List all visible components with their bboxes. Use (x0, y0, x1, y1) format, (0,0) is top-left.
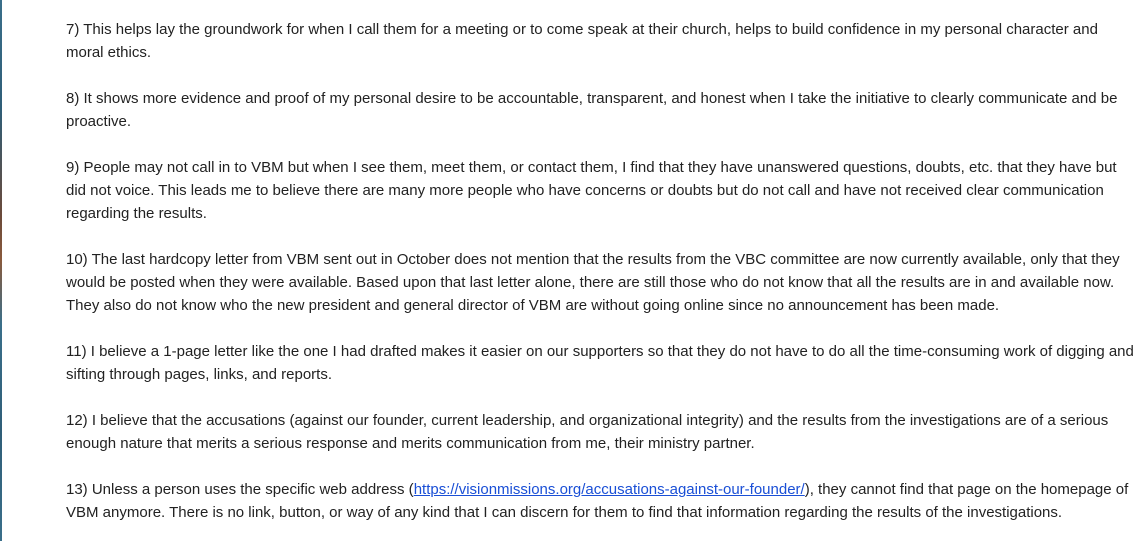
paragraph-10: 10) The last hardcopy letter from VBM sent out in October does not mention that the results from the VBC committee are now currently available, only that they would be posted when they were available. Based upon that last letter alone, there are still those who do not know that all the results are in and available now. They also do not know who the new president and general director of VBM are without going online since no announcement has been made. (66, 251, 1120, 314)
paragraph-9: 9) People may not call in to VBM but when I see them, meet them, or contact them, I find that they have unanswered questions, doubts, etc. that they have but did not voice. This leads me to believe there are many more people who have concerns or doubts but do not call and have not received clear communication regarding the results. (66, 159, 1117, 222)
document-body (66, 18, 1136, 541)
paragraph-8: 8) It shows more evidence and proof of my personal desire to be accountable, transparent, and honest when I take the initiative to clearly communicate and be proactive. (66, 90, 1118, 130)
paragraph-11: 11) I believe a 1-page letter like the one I had drafted makes it easier on our supporters so that they do not have to do all the time-consuming work of digging and sifting through pages, links, and reports. (66, 343, 1134, 383)
paragraph-13-text-after: ), they cannot find that page on the homepage of VBM anymore. There is no link, button, or way of any kind that I can discern for them to find that information regarding the results of the investigations. (66, 481, 1129, 521)
window-left-edge (0, 0, 2, 541)
paragraph-12: 12) I believe that the accusations (against our founder, current leadership, and organizational integrity) and the results from the investigations are of a serious enough nature that merits a serious response and merits communication from me, their ministry partner. (66, 412, 1109, 452)
founder-accusations-link[interactable]: https://visionmissions.org/accusations-against-our-founder/ (413, 481, 805, 498)
paragraph-7: 7) This helps lay the groundwork for when I call them for a meeting or to come speak at their church, helps to build confidence in my personal character and moral ethics. (66, 21, 1098, 61)
paragraph-13 (66, 478, 1136, 524)
paragraph-13-text-before: 13) Unless a person uses the specific web address ( (66, 481, 414, 498)
